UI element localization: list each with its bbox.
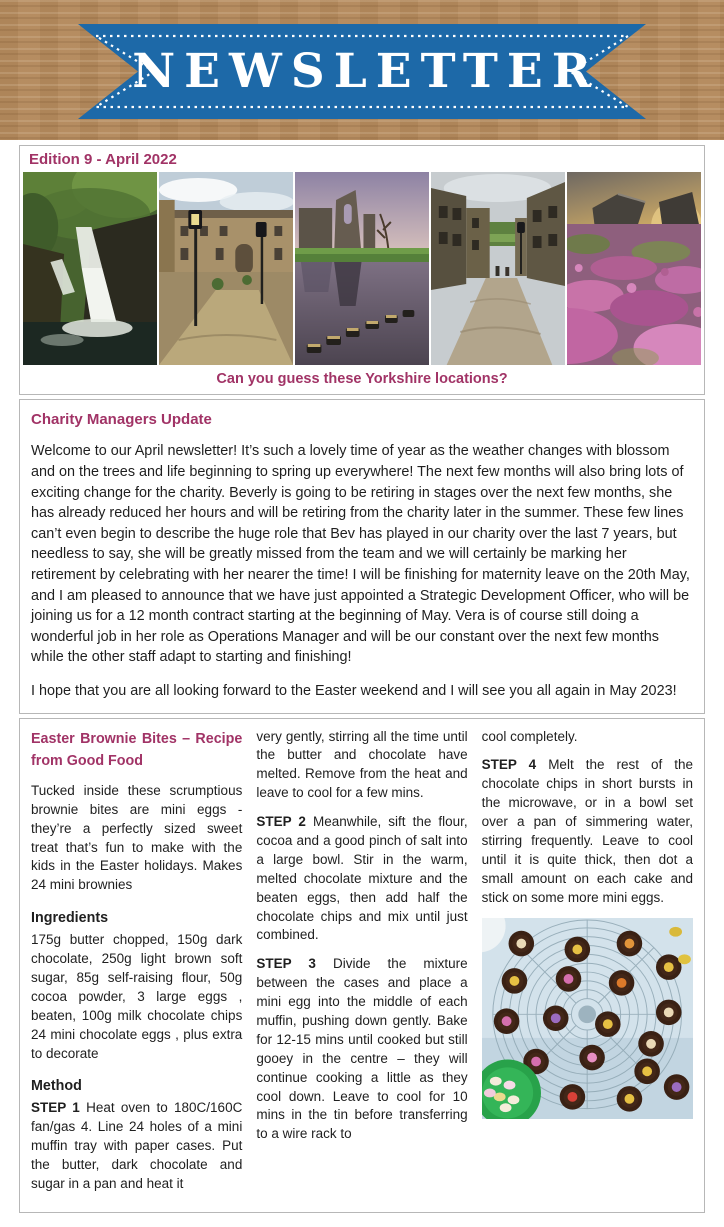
step-2: STEP 2 Meanwhile, sift the flour, cocoa and a good pinch of salt into a large bowl. Stir in the warm, melted chocolate mixture and the beaten eggs, then add half the chocolate chips and mix until just combined. — [256, 814, 468, 943]
kraft-paper-header — [0, 0, 724, 140]
charity-update-paragraph-2: I hope that you are all looking forward to the Easter weekend and I will see you all again in May 2023! — [31, 682, 677, 699]
photos-section — [19, 145, 705, 395]
photo-row — [23, 172, 701, 365]
step-3-continued: cool completely. — [481, 728, 578, 744]
step-1: STEP 1 Heat oven to 180C/160C fan/gas 4. Line 24 holes of a mini muffin tray with paper cases. Put the butter, dark chocolate and sugar in a pan and heat it — [31, 1100, 243, 1192]
abbey-ruins-reflection-photo — [295, 172, 429, 365]
ingredients-list: 175g butter chopped, 150g dark chocolate, 250g light brown soft sugar, 85g self-raising flour, 50g cocoa powder, 3 large eggs , beaten, 100g milk chocolate chips 24 mini chocolate eggs , plus extra to decorate — [31, 932, 243, 1061]
recipe-section — [19, 718, 705, 1213]
recipe-title: Easter Brownie Bites – Recipe from Good Food — [31, 730, 243, 769]
step-label: STEP 2 — [256, 814, 313, 830]
heather-moorland-photo — [567, 172, 701, 365]
newsletter-page — [0, 140, 724, 1227]
ingredients-heading: Ingredients — [31, 910, 109, 927]
recipe-column-2 — [256, 728, 467, 1204]
charity-update-section — [19, 399, 705, 714]
step-1-continued: very gently, stirring all the time until the butter and chocolate have melted. Remove from the heat and leave to cool for a few mins. — [256, 728, 468, 801]
photo-caption: Can you guess these Yorkshire locations? — [216, 371, 508, 387]
recipe-column-1 — [31, 728, 242, 1204]
newsletter-ribbon — [78, 24, 646, 124]
waterfall-in-woodland-photo — [23, 172, 157, 365]
stone-village-courtyard-photo — [159, 172, 293, 365]
banner-title: NEWSLETTER — [132, 44, 600, 99]
charity-update-heading: Charity Managers Update — [31, 411, 212, 428]
recipe-intro: Tucked inside these scrumptious brownie bites are mini eggs - they’re a perfectly sized sweet treat that’s fun to make with the kids in the Easter holidays. Makes 24 mini brownies — [31, 782, 243, 893]
step-label: STEP 1 — [31, 1100, 87, 1116]
recipe-column-3-text — [482, 728, 693, 908]
village-street-photo — [431, 172, 565, 365]
step-label: STEP 4 — [481, 757, 549, 773]
method-heading: Method — [31, 1078, 82, 1095]
step-label: STEP 3 — [256, 956, 333, 972]
recipe-column-3 — [482, 728, 693, 1204]
edition-label: Edition 9 - April 2022 — [29, 151, 177, 168]
brownie-bites-photo — [482, 918, 693, 1119]
step-3: STEP 3 Divide the mixture between the cases and place a mini egg into the middle of each muffin, pushing down gently. Bake for 12-15 mins until cooked but still gooey in the centre – they will continue cooking a little as they cool down. Leave to cool for 10 mins in the tin before transferring to a wire rack to — [256, 956, 468, 1142]
step-4: STEP 4 Melt the rest of the chocolate chips in short bursts in the microwave, or in a bowl set over a pan of simmering water, stirring frequently. Leave to cool until it is quite thick, then dot a small amount on each cake and stick on some more mini eggs. — [481, 757, 693, 905]
charity-update-paragraph-1: Welcome to our April newsletter! It’s such a lovely time of year as the weather changes with blossom and on the trees and life beginning to spring up everywhere! The next few months will also bring lots of exciting change for the charity. Beverly is going to be retiring in stages over the next few months, she has already reduced her hours and will be retiring from the charity later in the summer. These few lines can’t even begin to describe the huge role that Bev has played in our charity over the last 7 years, but needless to say, she will be greatly missed from the team and we will certainly be marking her retirement by celebrating with her nearer the time! I will be finishing for maternity leave on the 20th May, and I am pleased to announce that we have just appointed a Strategic Development Officer, who will be joining us for a 12 month contract starting at the beginning of May. Vera is of course still doing a wonderful job in her role as Operations Manager and will be our constant over the next few months while the other staff adapt to starting and finishing! — [31, 443, 690, 666]
